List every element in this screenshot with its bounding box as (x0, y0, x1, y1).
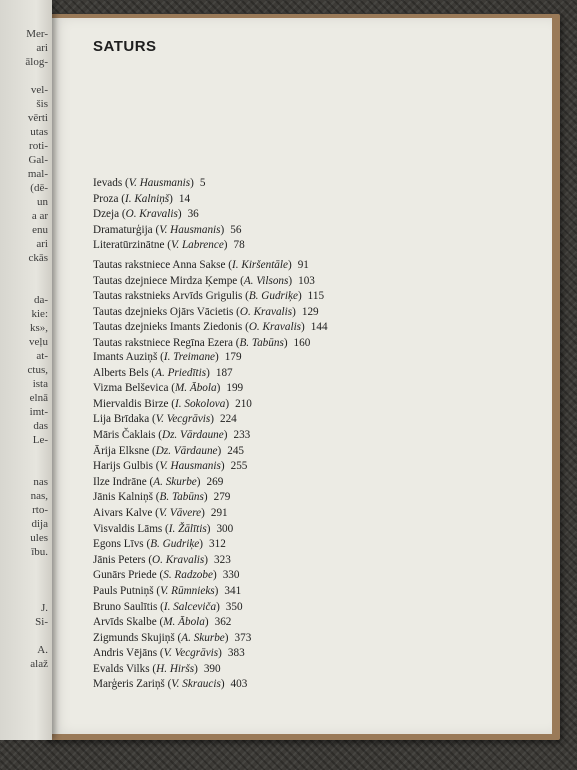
toc-entry-editor: H. Hiršs (156, 662, 195, 675)
toc-entry-page: 5 (199, 177, 206, 189)
toc-entry: Tautas dzejniece Mirdza Ķempe (A. Vilsons) 103 (93, 274, 315, 287)
toc-entry-page: 187 (215, 366, 233, 379)
toc-entry-title: Alberts Bels (93, 366, 149, 379)
toc-entry-title: Pauls Putniņš (93, 584, 154, 597)
toc-entry-editor: V. Skraucis (171, 678, 221, 691)
left-page-fragment: ību. (31, 546, 48, 558)
left-page-fragment: Si- (35, 616, 48, 628)
toc-entry-editor: I. Sokolova (175, 397, 226, 410)
toc-entry-title: Miervaldis Birze (93, 397, 169, 410)
toc-entry-page: 115 (307, 290, 325, 303)
toc-entry-editor: A. Skurbe (181, 631, 225, 644)
toc-entry: Visvaldis Lāms (I. Žālītis) 300 (93, 522, 234, 535)
toc-entry: Egons Līvs (B. Gudriķe) 312 (93, 538, 226, 551)
toc-entry-page: 330 (222, 569, 240, 582)
toc-entry: Andris Vējāns (V. Vecgrāvis) 383 (93, 647, 245, 660)
toc-entry: Evalds Vilks (H. Hiršs) 390 (93, 662, 221, 675)
toc-entry-editor: I. Treimane (163, 351, 216, 363)
toc-entry: Tautas dzejnieks Ojārs Vācietis (O. Kravalis) 129 (93, 305, 319, 318)
toc-entry: Aivars Kalve (V. Vāvere) 291 (93, 506, 228, 519)
toc-entry-title: Vizma Belševica (93, 382, 169, 395)
toc-entry-editor: I. Kalniņš (125, 192, 170, 205)
toc-entry: Jānis Peters (O. Kravalis) 323 (93, 553, 231, 566)
toc-entry-editor: B. Tabūns (239, 336, 284, 349)
toc-entry-editor: O. Kravalis (152, 553, 205, 566)
toc-entry-page: 199 (226, 382, 244, 395)
toc-entry-page: 56 (230, 223, 242, 236)
left-page-fragment: ctus, (27, 364, 48, 376)
toc-entry-page: 210 (235, 397, 252, 410)
left-page-fragment: ckās (28, 252, 48, 264)
left-page-fragment: utas (30, 126, 48, 138)
left-page-fragment: roti- (29, 140, 48, 152)
left-page-edge (0, 0, 52, 740)
toc-entry-editor: S. Radzobe (163, 569, 213, 582)
toc-entry-editor: I. Žālītis (168, 522, 207, 535)
left-page-fragment: ālog- (25, 56, 48, 68)
toc-entry-editor: I. Salceviča (163, 600, 217, 613)
left-page-fragment: nas, (30, 490, 48, 502)
toc-entry: Zigmunds Skujiņš (A. Skurbe) 373 (93, 631, 252, 644)
toc-entry-editor: O. Kravalis (239, 305, 293, 318)
toc-entry-editor: O. Kravalis (125, 208, 178, 221)
left-page-fragment: alaž (30, 658, 48, 670)
toc-entry-title: Jānis Kalniņš (93, 491, 153, 504)
toc-entry-page: 300 (216, 522, 234, 535)
left-page-fragment: ari (36, 42, 48, 54)
toc-entry: Ievads (V. Hausmanis) 5 (93, 177, 206, 189)
toc-entry-page: 269 (206, 475, 224, 488)
toc-entry-page: 224 (219, 413, 237, 426)
toc-entry-page: 323 (214, 553, 231, 566)
toc-entry-page: 312 (209, 538, 226, 551)
toc-entry-editor: V. Rūmnieks (160, 584, 215, 597)
toc-entry: Jānis Kalniņš (B. Tabūns) 279 (93, 491, 231, 504)
toc-entry-editor: A. Skurbe (153, 475, 197, 488)
left-page-fragment: nas (33, 476, 48, 488)
toc-section-national-writers (93, 258, 328, 352)
left-page-fragment: da- (33, 294, 48, 306)
toc-entry-editor: V. Vecgrāvis (163, 647, 219, 660)
toc-entry: Pauls Putniņš (V. Rūmnieks) 341 (93, 584, 242, 597)
toc-entry: Vizma Belševica (M. Ābola) 199 (93, 382, 244, 395)
toc-entry: Alberts Bels (A. Priedītis) 187 (93, 366, 233, 379)
page-title: SATURS (93, 38, 157, 55)
toc-entry-editor: V. Hausmanis (159, 460, 221, 473)
toc-entry-title: Tautas rakstniece Anna Sakse (93, 259, 226, 271)
toc-entry: Tautas dzejnieks Imants Ziedonis (O. Kravalis) 144 (93, 321, 328, 334)
toc-entry-title: Imants Auziņš (93, 351, 158, 363)
toc-entry-page: 78 (233, 239, 245, 252)
toc-entry: Māris Čaklais (Dz. Vārdaune) 233 (93, 428, 251, 441)
toc-entry-editor: V. Vecgrāvis (155, 413, 211, 426)
toc-entry-page: 341 (224, 584, 242, 597)
toc-section-overview (93, 176, 245, 254)
toc-entry: Miervaldis Birze (I. Sokolova) 210 (93, 397, 252, 410)
left-page-fragment: ules (30, 532, 48, 544)
left-page-fragment: veļu (29, 336, 48, 348)
toc-entry-editor: B. Gudriķe (150, 538, 200, 551)
left-page-fragment: kie: (31, 308, 48, 320)
left-page-fragment: A. (37, 644, 48, 656)
toc-entry-title: Bruno Saulītis (93, 600, 158, 613)
toc-entry-title: Ārija Elksne (93, 444, 150, 457)
toc-entry-title: Dramaturģija (93, 223, 153, 236)
toc-entry-title: Ievads (93, 177, 123, 189)
toc-entry-editor: M. Ābola (174, 382, 217, 395)
toc-entry-title: Tautas dzejnieks Imants Ziedonis (93, 321, 243, 334)
toc-entry: Imants Auziņš (I. Treimane) 179 (93, 351, 242, 363)
toc-entry: Lija Brīdaka (V. Vecgrāvis) 224 (93, 413, 237, 426)
toc-entry-editor: V. Labrence (170, 239, 224, 252)
toc-entry-title: Harijs Gulbis (93, 460, 153, 473)
toc-entry-title: Lija Brīdaka (93, 413, 150, 426)
toc-entry-page: 350 (225, 600, 243, 613)
toc-entry-editor: A. Vilsons (243, 274, 289, 287)
toc-entry-title: Māris Čaklais (93, 428, 156, 441)
toc-entry-editor: I. Kiršentāle (232, 259, 288, 271)
toc-entry-editor: Dz. Vārdaune (155, 444, 218, 457)
toc-entry: Marģeris Zariņš (V. Skraucis) 403 (93, 678, 248, 691)
toc-entry-title: Evalds Vilks (93, 662, 150, 675)
toc-entry-title: Aivars Kalve (93, 506, 153, 519)
toc-entry: Dramaturģija (V. Hausmanis) 56 (93, 223, 242, 236)
left-page-fragment: a ar (31, 210, 48, 222)
left-page-fragment: Mer- (26, 28, 48, 40)
toc-entry-title: Proza (93, 192, 119, 205)
toc-entry-editor: V. Hausmanis (128, 177, 191, 189)
toc-entry-page: 233 (233, 428, 251, 441)
left-page-fragment: šis (36, 98, 48, 110)
toc-entry-title: Tautas rakstnieks Arvīds Grigulis (93, 290, 243, 303)
left-page-fragment: J. (40, 602, 48, 614)
left-page-fragment: (dē- (30, 182, 48, 194)
toc-entry-title: Marģeris Zariņš (93, 678, 165, 691)
toc-entry: Tautas rakstniece Anna Sakse (I. Kiršentāle) 91 (93, 259, 309, 271)
toc-entry-page: 291 (210, 506, 228, 519)
left-page-fragment: Le- (32, 434, 48, 446)
toc-entry: Arvīds Skalbe (M. Ābola) 362 (93, 616, 232, 629)
left-page-fragment: mal- (27, 168, 48, 180)
toc-entry-title: Ilze Indrāne (93, 475, 147, 488)
toc-entry-title: Tautas dzejnieks Ojārs Vācietis (93, 305, 234, 318)
toc-entry-page: 255 (230, 460, 248, 473)
toc-entry-editor: M. Ābola (163, 616, 205, 629)
left-page-fragment: vērti (27, 112, 48, 124)
toc-entry-page: 383 (227, 647, 245, 660)
toc-entry-page: 362 (214, 616, 232, 629)
toc-entry-page: 36 (187, 208, 199, 221)
toc-entry: Bruno Saulītis (I. Salceviča) 350 (93, 600, 243, 613)
toc-entry: Tautas rakstniece Regīna Ezera (B. Tabūns) 160 (93, 336, 311, 349)
toc-entry-editor: B. Tabūns (159, 491, 204, 504)
toc-entry-page: 14 (178, 192, 191, 205)
toc-entry-page: 129 (301, 305, 319, 318)
toc-entry-editor: V. Hausmanis (159, 223, 221, 236)
left-page-fragment: enu (32, 224, 48, 236)
left-page-fragment: Gal- (28, 154, 48, 166)
left-page-fragment: un (37, 196, 48, 208)
toc-entry-page: 373 (234, 631, 252, 644)
toc-entry-title: Literatūrzinātne (93, 239, 165, 252)
toc-entry: Ilze Indrāne (A. Skurbe) 269 (93, 475, 224, 488)
left-page-fragment: ari (36, 238, 48, 250)
toc-entry-editor: B. Gudriķe (248, 290, 298, 303)
left-page-fragment: dija (31, 518, 48, 530)
toc-entry-title: Zigmunds Skujiņš (93, 631, 175, 644)
left-page-fragment: ista (32, 378, 48, 390)
toc-entry-page: 390 (203, 662, 221, 675)
toc-entry-page: 179 (224, 351, 242, 363)
toc-entry: Ārija Elksne (Dz. Vārdaune) 245 (93, 444, 245, 457)
toc-entry-page: 403 (230, 678, 248, 691)
left-page-fragment: imt- (29, 406, 48, 418)
toc-entry-page: 144 (310, 321, 328, 334)
toc-entry-title: Egons Līvs (93, 538, 144, 551)
toc-entry-title: Jānis Peters (93, 553, 146, 566)
left-page-fragment: at- (36, 350, 48, 362)
toc-entry-title: Tautas dzejniece Mirdza Ķempe (93, 274, 238, 287)
toc-entry-editor: A. Priedītis (155, 366, 207, 379)
toc-entry-title: Tautas rakstniece Regīna Ezera (93, 336, 233, 349)
toc-entry-page: 91 (297, 259, 309, 271)
toc-entry: Dzeja (O. Kravalis) 36 (93, 208, 199, 221)
toc-section-authors (93, 350, 252, 693)
left-page-fragment: vel- (30, 84, 48, 96)
left-page-fragment: das (33, 420, 48, 432)
toc-entry: Tautas rakstnieks Arvīds Grigulis (B. Gudriķe) 115 (93, 290, 325, 303)
toc-entry: Literatūrzinātne (V. Labrence) 78 (93, 239, 245, 252)
toc-entry: Harijs Gulbis (V. Hausmanis) 255 (93, 460, 248, 473)
toc-entry-editor: V. Vāvere (158, 506, 202, 519)
left-page-fragment: elnā (29, 392, 48, 404)
toc-entry-page: 279 (213, 491, 231, 504)
toc-entry-title: Gunārs Priede (93, 569, 157, 582)
toc-entry-title: Andris Vējāns (93, 647, 158, 660)
toc-entry-page: 160 (293, 336, 311, 349)
toc-entry: Proza (I. Kalniņš) 14 (93, 192, 191, 205)
toc-entry-editor: O. Kravalis (248, 321, 302, 334)
toc-entry: Gunārs Priede (S. Radzobe) 330 (93, 569, 240, 582)
toc-entry-title: Dzeja (93, 208, 120, 221)
toc-entry-title: Arvīds Skalbe (93, 616, 157, 629)
toc-entry-title: Visvaldis Lāms (93, 522, 163, 535)
left-page-fragment: rto- (32, 504, 48, 516)
toc-entry-page: 103 (298, 274, 315, 287)
left-page-fragment: ks», (29, 322, 48, 334)
toc-entry-page: 245 (227, 444, 245, 457)
toc-entry-editor: Dz. Vārdaune (162, 428, 224, 441)
